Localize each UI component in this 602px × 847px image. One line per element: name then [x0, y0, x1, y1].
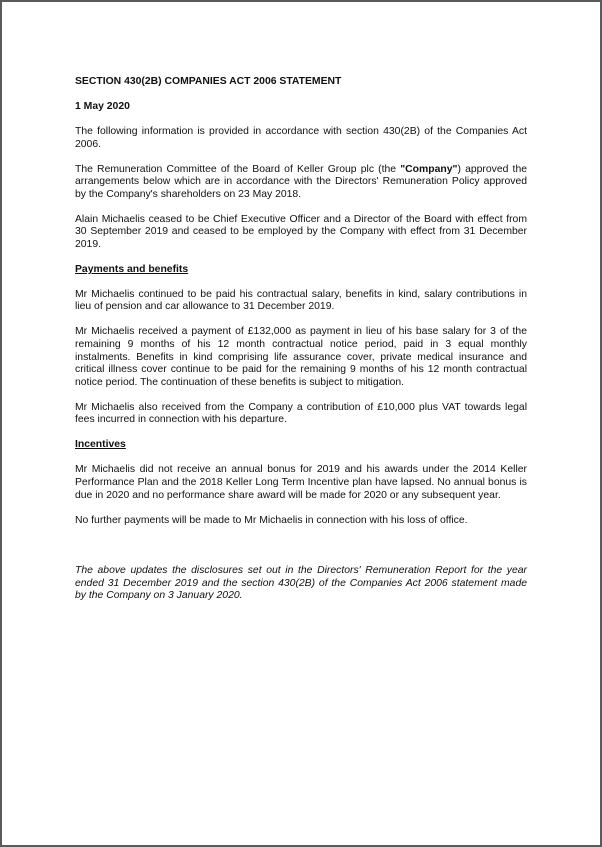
paragraph-contractual-salary: Mr Michaelis continued to be paid his contractual salary, benefits in kind, salary contributions in lieu of pension and car allowance to 31 December 2019. [75, 288, 527, 313]
paragraph-update-note: The above updates the disclosures set out in the Directors' Remuneration Report for the year ended 31 December 2019 and the section 430(2B) of the Companies Act 2006 statement made by the Company on 3 January 2020. [75, 565, 527, 602]
document-body [75, 76, 527, 603]
paragraph-bonus: Mr Michaelis did not receive an annual bonus for 2019 and his awards under the 2014 Keller Performance Plan and the 2018 Keller Long Term Incentive plan have lapsed. No annual bonus is due in 2020 and no performance share award will be made for 2020 or any subsequent year. [75, 464, 527, 501]
document-date: 1 May 2020 [75, 100, 130, 112]
paragraph-no-further-payments: No further payments will be made to Mr Michaelis in connection with his loss of office. [75, 514, 468, 526]
paragraph-payment-in-lieu: Mr Michaelis received a payment of £132,000 as payment in lieu of his base salary for 3 of the remaining 9 months of his 12 month contractual notice period, paid in 3 equal monthly instalments. Benefits in kind comprising life assurance cover, private medical insurance and critical illness cover continue to be paid for the remaining 9 months of his 12 month contractual notice period. The continuation of these benefits is subject to mitigation. [75, 326, 527, 388]
p2-text-before: The Remuneration Committee of the Board of Keller Group plc (the [75, 163, 401, 175]
document-title: SECTION 430(2B) COMPANIES ACT 2006 STATEMENT [75, 76, 342, 87]
heading-payments-benefits: Payments and benefits [75, 263, 189, 275]
heading-incentives: Incentives [75, 439, 126, 451]
p2-text-after: ) approved the arrangements below which are in accordance with the Directors' Remuneration Policy approved by the Company's shareholders on 23 May 2018. [75, 163, 527, 200]
paragraph-cessation: Alain Michaelis ceased to be Chief Executive Officer and a Director of the Board with effect from 30 September 2019 and ceased to be employed by the Company with effect from 31 December 2019. [75, 213, 527, 250]
paragraph-remuneration-committee [75, 164, 527, 202]
paragraph-intro: The following information is provided in accordance with section 430(2B) of the Companies Act 2006. [75, 125, 527, 150]
paragraph-legal-fees: Mr Michaelis also received from the Company a contribution of £10,000 plus VAT towards legal fees incurred in connection with his departure. [75, 401, 527, 426]
p2-company-term: "Company" [400, 163, 458, 175]
